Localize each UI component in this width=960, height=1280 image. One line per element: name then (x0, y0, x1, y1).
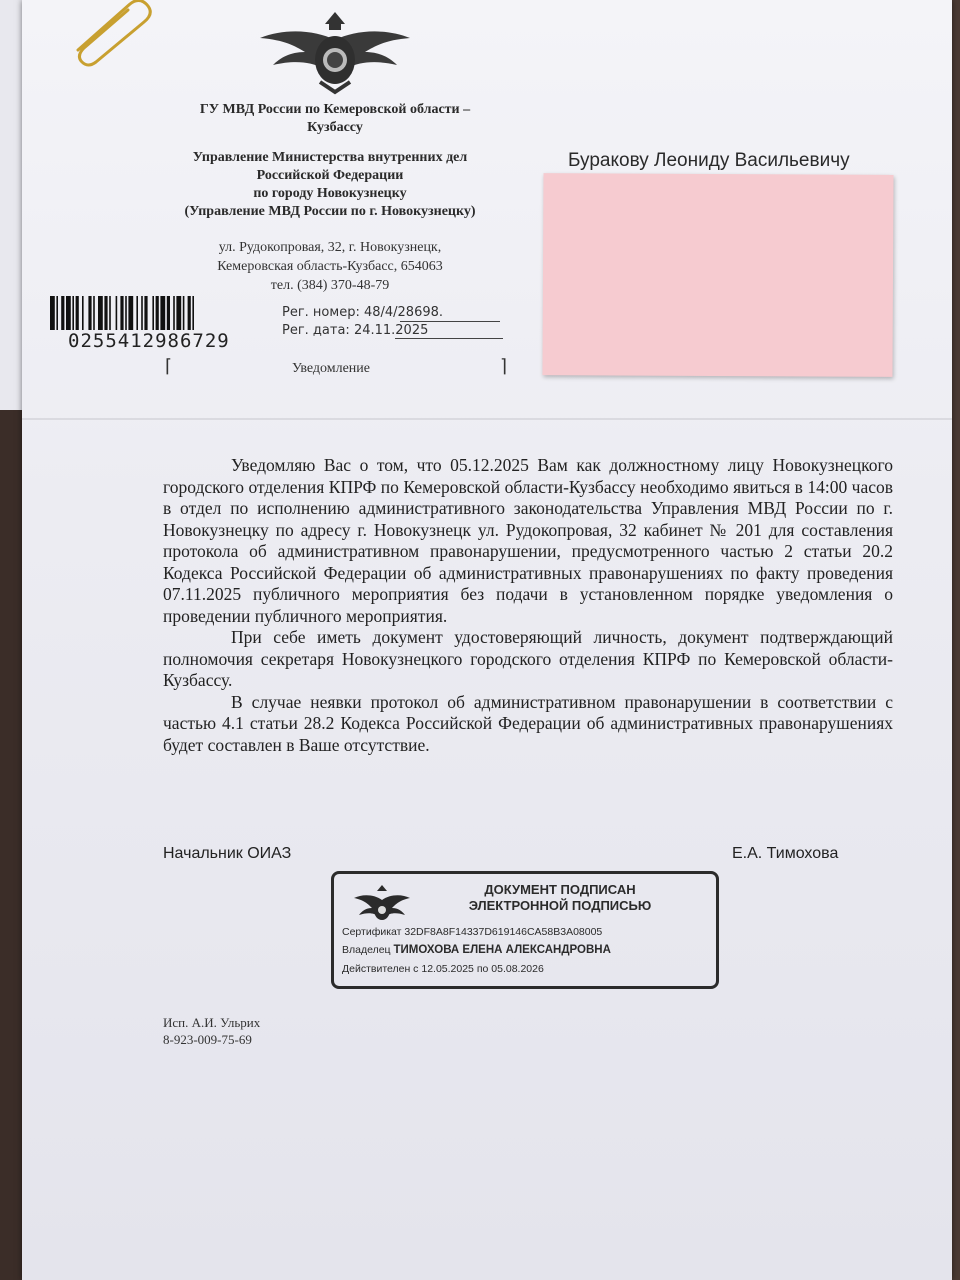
mvd-emblem-icon (352, 884, 412, 928)
barcode-bar (192, 296, 194, 330)
barcode-bar (160, 296, 165, 330)
sender-address (180, 238, 480, 295)
address-line: Кемеровская область-Кузбасс, 654063 (217, 259, 443, 274)
department-header (130, 149, 530, 221)
recipient-name: Буракову Леониду Васильевичу (568, 150, 850, 171)
barcode-bar (152, 296, 154, 330)
barcode-bar (125, 296, 127, 330)
dept-line: (Управление МВД России по г. Новокузнецку) (184, 204, 476, 219)
mvd-emblem-icon (255, 10, 415, 95)
ministry-header (140, 101, 530, 137)
barcode-bar (183, 296, 185, 330)
barcode-bar (116, 296, 118, 330)
bracket-left: ⌈ (165, 356, 173, 377)
reg-number: Рег. номер: 48/4/28698. (282, 305, 444, 320)
barcode-bar (93, 296, 95, 330)
notice-body (163, 455, 893, 756)
org-line: ГУ МВД России по Кемеровской области – (199, 102, 471, 117)
barcode-bar (176, 296, 181, 330)
paragraph: При себе иметь документ удостоверяющий личность, документ подтверждающий полномочия секретаря Новокузнецкого городского отделения КПРФ по Кемеровской области-Кузбассу. (163, 627, 893, 690)
executor-phone: 8-923-009-75-69 (163, 1032, 252, 1047)
barcode-bar (104, 296, 107, 330)
barcode-bar (66, 296, 71, 330)
dept-line: Управление Министерства внутренних дел (192, 150, 468, 165)
address-line: ул. Рудокопровая, 32, г. Новокузнецк, (218, 240, 442, 255)
barcode-bar (144, 296, 147, 330)
sticky-note (542, 173, 893, 377)
e-signature-stamp (331, 871, 719, 989)
barcode-bar (88, 296, 91, 330)
barcode-bar (141, 296, 143, 330)
dept-line: Российской Федерации (256, 168, 404, 183)
stamp-owner (342, 944, 611, 956)
paragraph: Уведомляю Вас о том, что 05.12.2025 Вам как должностному лицу Новокузнецкого городского отделения КПРФ по Кемеровской области-Кузбассу необходимо явиться в 14:00 часов в отдел по исполнению административного законодательства Управления МВД России по г. Новокузнецку по адресу г. Новокузнецк ул. Рудокопровая, 32 кабинет № 201 для составления протокола об административном правонарушении, предусмотренного частью 2 статьи 20.2 Кодекса Российской Федерации об административных правонарушениях по факту проведения 07.11.2025 публичного мероприятия без подачи в установленном порядке уведомления о проведении публичного мероприятия. (163, 455, 893, 626)
barcode-bar (109, 296, 111, 330)
reg-date: Рег. дата: 24.11.2025 (282, 323, 429, 338)
barcode-number: 0255412986729 (68, 330, 230, 352)
stamp-owner-name: ТИМОХОВА ЕЛЕНА АЛЕКСАНДРОВНА (393, 944, 611, 956)
barcode-bar (128, 296, 133, 330)
signer-name: Е.А. Тимохова (732, 845, 839, 862)
barcode-bar (98, 296, 103, 330)
stamp-certificate: Сертификат 32DF8A8F14337D619146CA58B3A08005 (342, 926, 603, 938)
dept-line: по городу Новокузнецку (253, 186, 407, 201)
address-line: тел. (384) 370-48-79 (270, 278, 390, 293)
notice-title: Уведомление (292, 361, 371, 376)
barcode-bar (120, 296, 123, 330)
org-line: Кузбассу (307, 120, 363, 135)
barcode (50, 296, 275, 330)
stamp-owner-label: Владелец (342, 944, 391, 956)
barcode-bar (82, 296, 84, 330)
bracket-right: ⌉ (500, 356, 508, 377)
barcode-bar (188, 296, 191, 330)
stamp-validity: Действителен с 12.05.2025 по 05.08.2026 (342, 963, 544, 975)
barcode-bar (61, 296, 64, 330)
reg-date-underline (395, 338, 503, 339)
barcode-bar (156, 296, 159, 330)
barcode-bar (76, 296, 79, 330)
barcode-bar (136, 296, 138, 330)
paperclip-icon (70, 0, 160, 70)
stamp-title (420, 882, 700, 914)
barcode-bar (72, 296, 74, 330)
paper-fold (22, 418, 952, 420)
stamp-title-line: ЭЛЕКТРОННОЙ ПОДПИСЬЮ (468, 898, 652, 913)
barcode-bar (167, 296, 170, 330)
stamp-title-line: ДОКУМЕНТ ПОДПИСАН (484, 882, 636, 897)
barcode-bar (50, 296, 55, 330)
signer-role: Начальник ОИАЗ (163, 845, 292, 862)
executor-name: Исп. А.И. Ульрих (163, 1015, 261, 1030)
barcode-bar (56, 296, 58, 330)
paragraph: В случае неявки протокол об административном правонарушении в соответствии с частью 4.1 статьи 28.2 Кодекса Российской Федерации об административных правонарушениях будет составлен в Ваше отсутствие. (163, 691, 893, 755)
reg-number-underline (400, 321, 500, 322)
barcode-bar (173, 296, 175, 330)
